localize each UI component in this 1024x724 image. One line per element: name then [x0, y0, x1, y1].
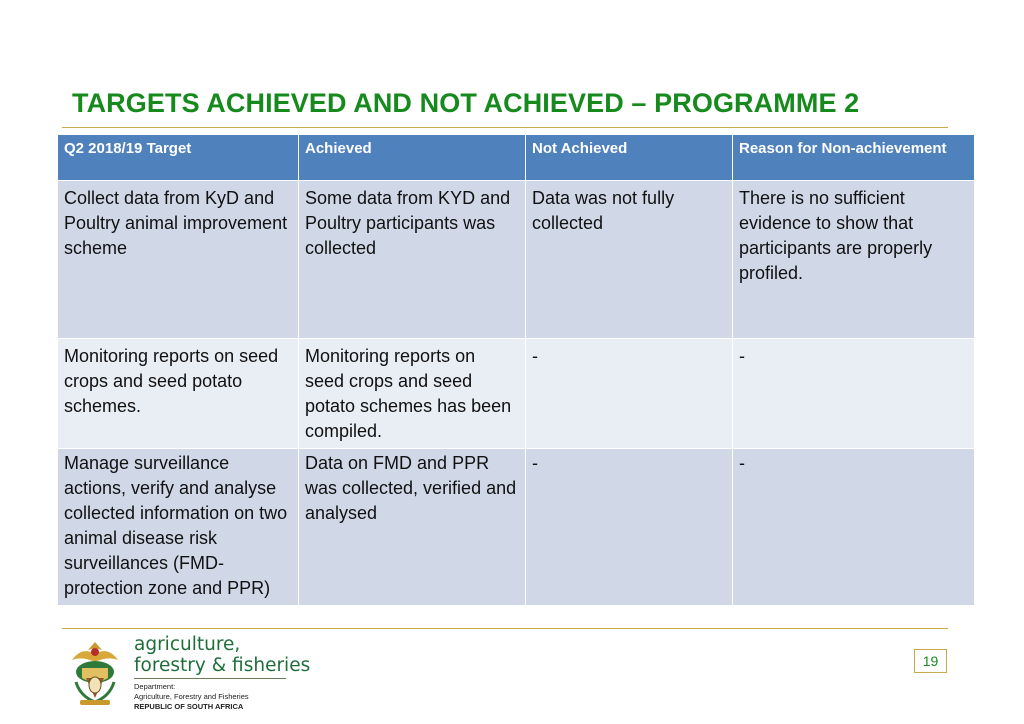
cell-achieved: Some data from KYD and Poultry participants was collected [299, 181, 526, 339]
brand-divider [134, 678, 286, 679]
south-africa-coat-of-arms-icon [66, 638, 124, 708]
brand-line-2: forestry & fisheries [134, 655, 311, 676]
targets-table [57, 134, 975, 606]
cell-target: Manage surveillance actions, verify and analyse collected information on two animal disease risk surveillances (FMD-protection zone and PPR) [58, 449, 299, 606]
brand-wordmark [134, 634, 310, 676]
department-label [134, 682, 249, 712]
page-title: TARGETS ACHIEVED AND NOT ACHIEVED – PROGRAMME 2 [72, 88, 860, 118]
header-target: Q2 2018/19 Target [58, 135, 299, 181]
cell-target: Monitoring reports on seed crops and seed potato schemes. [58, 339, 299, 449]
cell-reason: - [733, 449, 975, 606]
dept-line-1: Department: [134, 682, 176, 691]
table-row [58, 339, 975, 449]
table-row [58, 181, 975, 339]
table-row [58, 449, 975, 606]
cell-reason: - [733, 339, 975, 449]
cell-reason: There is no sufficient evidence to show that participants are properly profiled. [733, 181, 975, 339]
header-reason: Reason for Non-achievement [733, 135, 975, 181]
cell-not-achieved: Data was not fully collected [526, 181, 733, 339]
dept-line-3: REPUBLIC OF SOUTH AFRICA [134, 702, 244, 711]
dept-line-2: Agriculture, Forestry and Fisheries [134, 692, 249, 701]
table-header-row [58, 135, 975, 181]
cell-target: Collect data from KyD and Poultry animal improvement scheme [58, 181, 299, 339]
cell-not-achieved: - [526, 339, 733, 449]
header-achieved: Achieved [299, 135, 526, 181]
brand-line-1: agriculture, [134, 634, 241, 655]
cell-achieved: Monitoring reports on seed crops and seed potato schemes has been compiled. [299, 339, 526, 449]
footer-divider [62, 628, 948, 629]
cell-achieved: Data on FMD and PPR was collected, verified and analysed [299, 449, 526, 606]
page-number: 19 [914, 649, 947, 673]
title-divider [62, 127, 948, 128]
cell-not-achieved: - [526, 449, 733, 606]
header-not-achieved: Not Achieved [526, 135, 733, 181]
